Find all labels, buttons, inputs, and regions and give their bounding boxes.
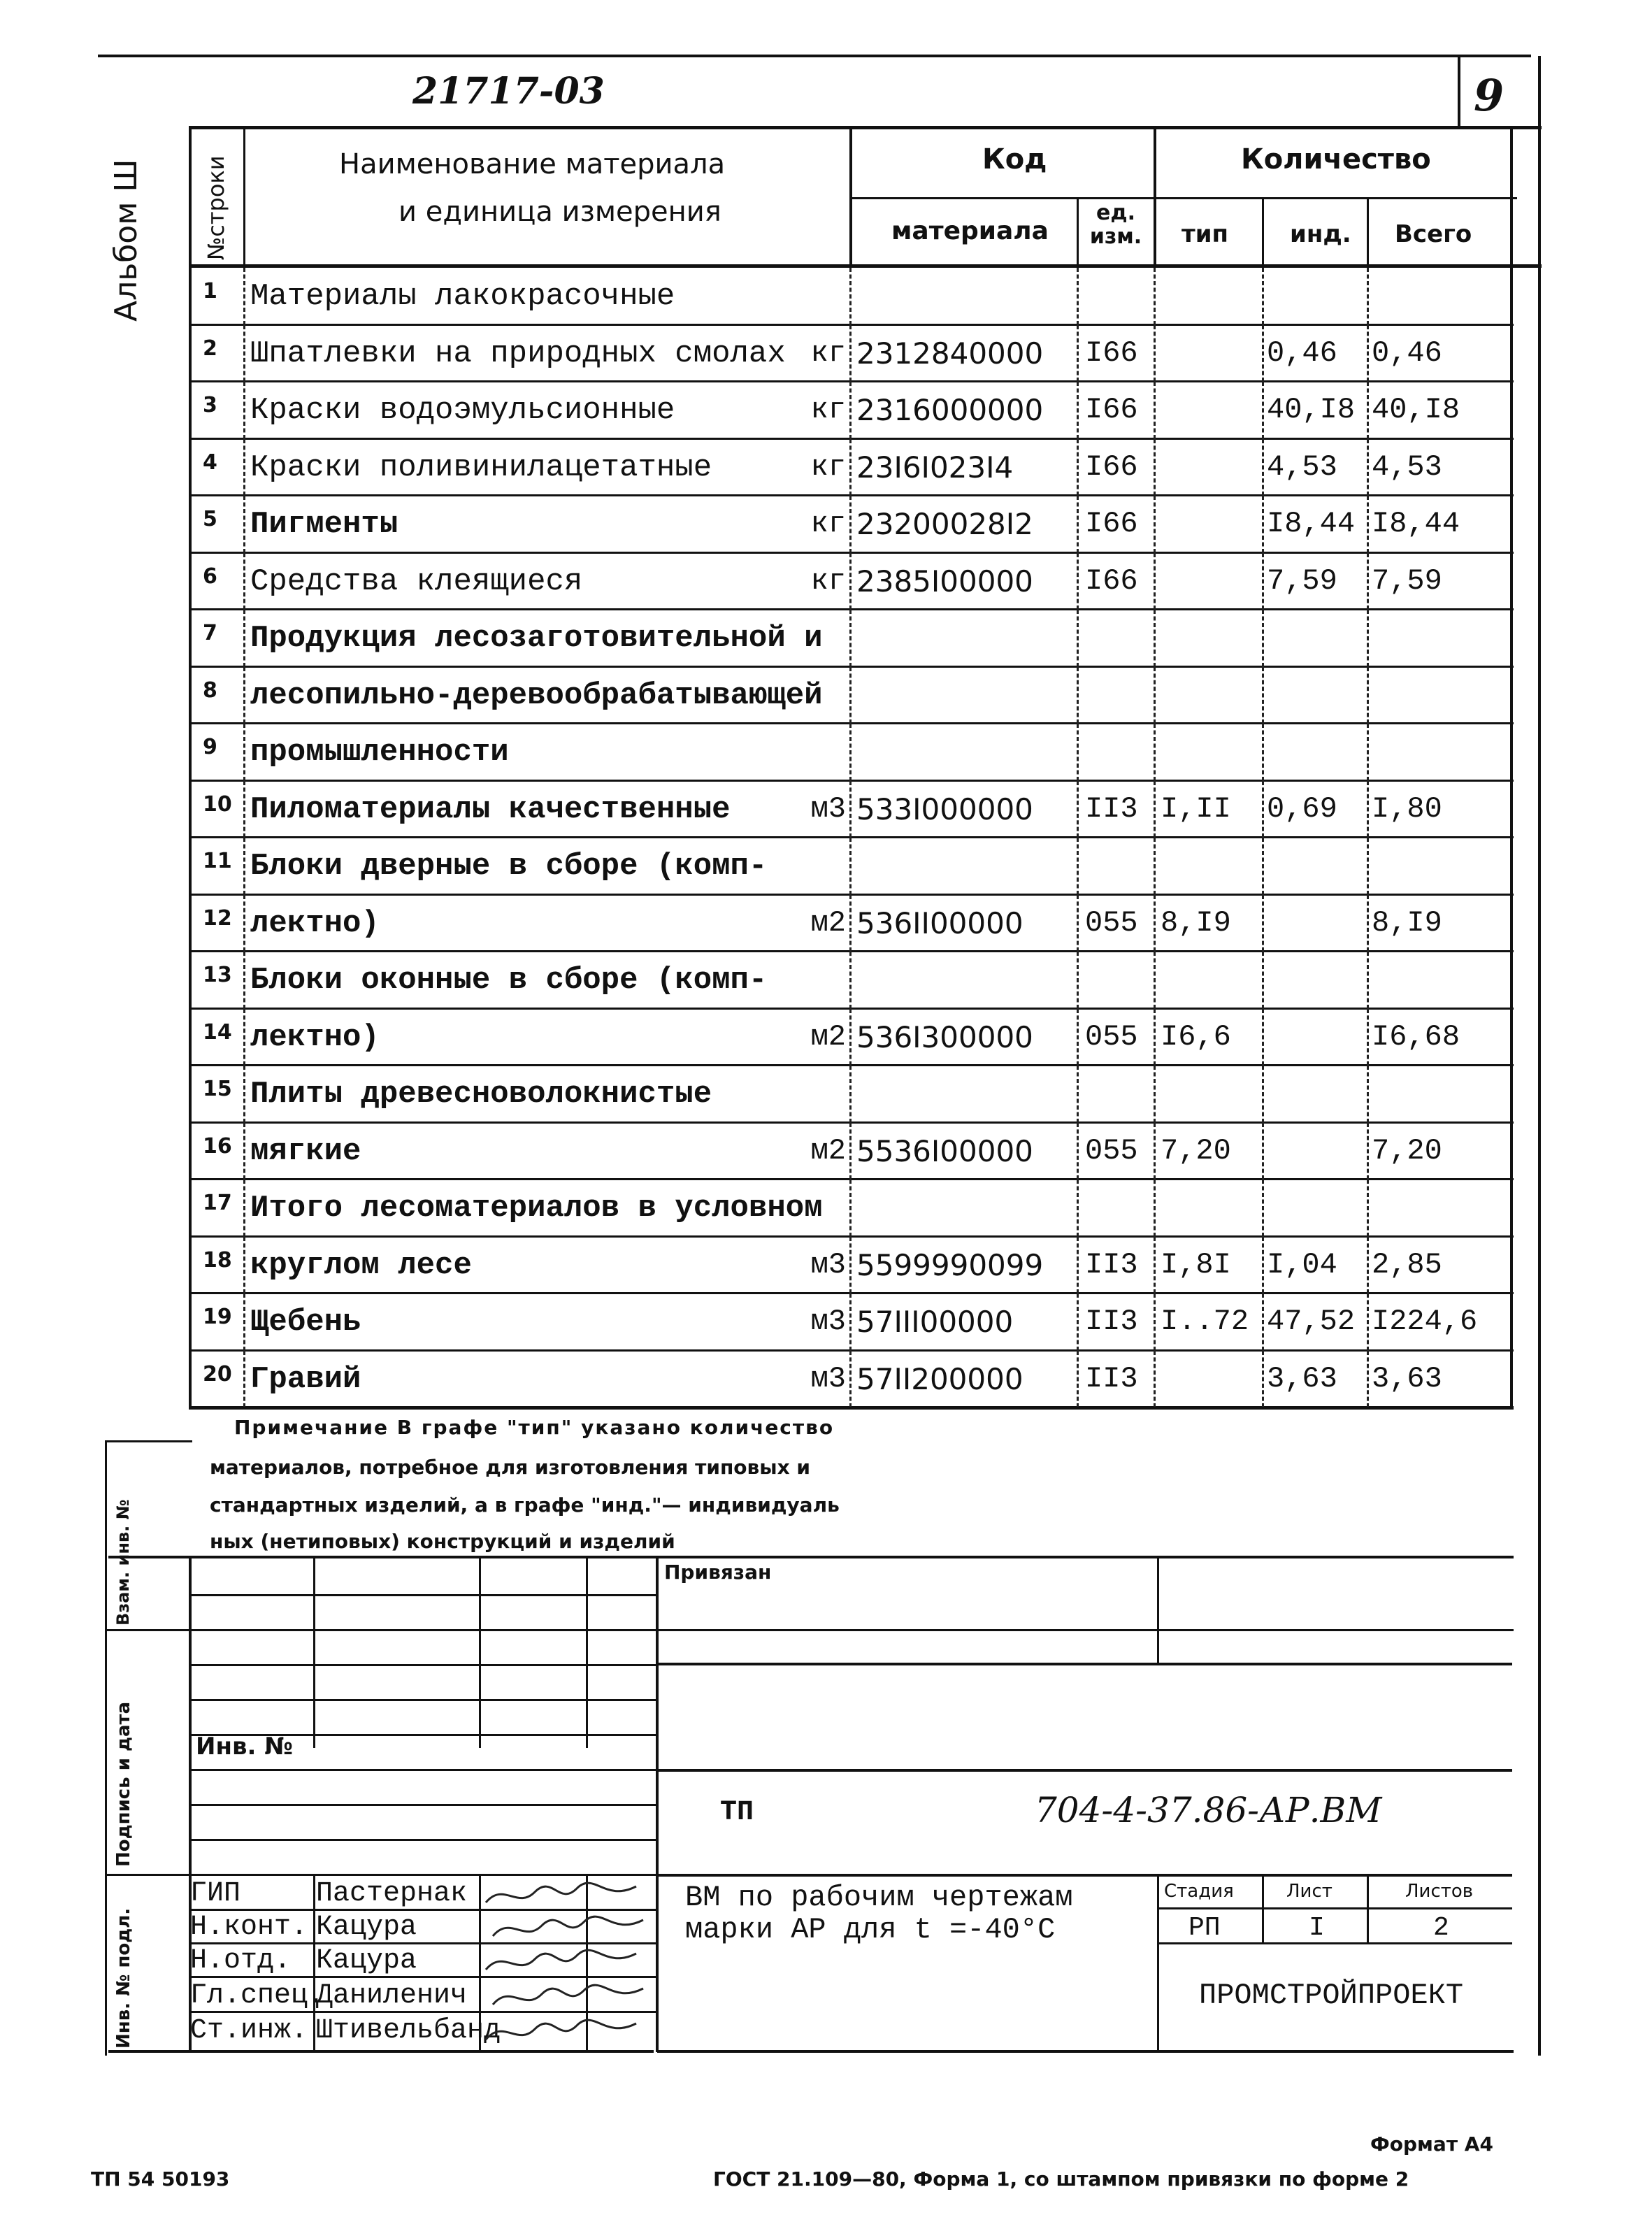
col-code-unit-header: ед. изм. <box>1089 201 1142 249</box>
signer-name: Даниленич <box>316 1980 468 2012</box>
qty-total: I6,68 <box>1372 1019 1460 1054</box>
qty-total: I,80 <box>1372 791 1442 826</box>
col-code-material-header: материала <box>891 217 1049 245</box>
unit: м3 <box>810 1361 846 1396</box>
tp-label: ТП <box>720 1797 754 1828</box>
row-number: 18 <box>203 1247 232 1273</box>
top-rule <box>98 55 1531 57</box>
unit-code: 055 <box>1085 1133 1138 1168</box>
row-number: 2 <box>203 336 217 361</box>
material-name: Блоки дверные в сборе (комп- <box>250 849 768 884</box>
unit-code: II3 <box>1085 791 1138 826</box>
material-name: лектно) <box>250 905 380 941</box>
side-vzam-label: Взам. инв. № <box>113 1499 133 1626</box>
unit-code: 055 <box>1085 905 1138 940</box>
unit: кг <box>810 564 846 598</box>
material-name: лектно) <box>250 1019 380 1055</box>
row-number: 1 <box>203 279 217 303</box>
signature-scribble <box>489 1912 650 1947</box>
qty-total: 4,53 <box>1372 450 1442 484</box>
signature-scribble <box>482 2015 643 2050</box>
unit: кг <box>810 507 846 540</box>
signer-role: Н.отд. <box>190 1945 292 1977</box>
material-name: Материалы лакокрасочные <box>250 279 675 314</box>
material-code: 5599990099 <box>856 1247 1044 1282</box>
material-name: лесопильно-деревообрабатывающей <box>250 678 823 713</box>
unit-code: II3 <box>1085 1305 1138 1338</box>
qty-total: 7,20 <box>1372 1133 1442 1168</box>
material-name: Щебень <box>250 1305 361 1340</box>
qty-total: 0,46 <box>1372 336 1442 370</box>
unit-code: II3 <box>1085 1361 1138 1396</box>
col-qty-type-header: тип <box>1181 220 1229 248</box>
row-number: 10 <box>203 791 232 817</box>
unit: м3 <box>810 1247 846 1282</box>
material-code: 536I300000 <box>856 1019 1033 1054</box>
qty-ind: 0,46 <box>1267 336 1337 370</box>
qty-total: I224,6 <box>1372 1305 1478 1338</box>
note-line-2: материалов, потребное для изготовления типовых и <box>210 1456 810 1479</box>
row-number: 11 <box>203 849 232 873</box>
signer-role: ГИП <box>190 1878 241 1909</box>
unit-code: I66 <box>1085 393 1138 427</box>
gost-note: ГОСТ 21.109—80, Форма 1, со штампом привязки по форме 2 <box>713 2167 1409 2191</box>
inv-no-label: Инв. № <box>196 1733 294 1761</box>
material-name: Шпатлевки на природных смолах <box>250 336 786 371</box>
material-name: промышленности <box>250 735 509 770</box>
material-code: 5536I00000 <box>856 1133 1033 1168</box>
unit: кг <box>810 393 846 427</box>
material-name: Краски поливинилацетатные <box>250 450 712 485</box>
row-number: 7 <box>203 621 217 645</box>
unit: м3 <box>810 1305 846 1338</box>
sheet-value: I <box>1309 1913 1325 1943</box>
material-name: Пигменты <box>250 507 398 542</box>
project-code: 704-4-37.86-АР.ВМ <box>1035 1790 1382 1830</box>
material-code: 2385I00000 <box>856 564 1033 599</box>
material-name: Гравий <box>250 1361 361 1397</box>
material-name: круглом лесе <box>250 1247 472 1283</box>
material-name: Продукция лесозаготовительной и <box>250 621 823 656</box>
row-number: 19 <box>203 1305 232 1329</box>
material-name: Плиты древесноволокнистые <box>250 1077 712 1112</box>
unit-code: I66 <box>1085 450 1138 484</box>
qty-ind: 7,59 <box>1267 564 1337 598</box>
material-code: 536II00000 <box>856 905 1023 940</box>
unit-code: 055 <box>1085 1019 1138 1054</box>
row-number: 5 <box>203 507 217 531</box>
sheet-box-left <box>1458 56 1460 126</box>
row-number: 9 <box>203 735 217 759</box>
sheet-box-right <box>1538 56 1541 2056</box>
unit: кг <box>810 450 846 484</box>
row-number: 16 <box>203 1133 232 1159</box>
note-line-4: ных (нетиповых) конструкций и изделий <box>210 1530 675 1553</box>
material-name: Пиломатериалы качественные <box>250 791 731 827</box>
row-number: 3 <box>203 393 217 417</box>
col-qty-ind-header: инд. <box>1290 220 1351 248</box>
qty-ind: 4,53 <box>1267 450 1337 484</box>
qty-ind: 47,52 <box>1267 1305 1356 1338</box>
organization: ПРОМСТРОЙПРОЕКТ <box>1199 1979 1464 2012</box>
qty-total: 3,63 <box>1372 1361 1442 1396</box>
unit: м2 <box>810 1133 846 1168</box>
material-code: 57III00000 <box>856 1305 1014 1339</box>
qty-total: 8,I9 <box>1372 905 1442 940</box>
col-qty-total-header: Всего <box>1395 220 1472 248</box>
material-name: Средства клеящиеся <box>250 564 583 599</box>
signature-scribble <box>482 1945 643 1980</box>
qty-type: I6,6 <box>1161 1019 1231 1054</box>
row-number: 14 <box>203 1019 232 1045</box>
signer-role: Ст.инж. <box>190 2015 308 2047</box>
qty-ind: I,04 <box>1267 1247 1337 1282</box>
qty-type: I..72 <box>1161 1305 1249 1338</box>
note-line-3: стандартных изделий, а в графе "инд."— индивидуаль <box>210 1493 840 1517</box>
row-number: 15 <box>203 1077 232 1101</box>
footer-left-code: ТП 54 50193 <box>91 2167 230 2191</box>
row-number: 17 <box>203 1191 232 1215</box>
qty-ind: 0,69 <box>1267 791 1337 826</box>
qty-total: 7,59 <box>1372 564 1442 598</box>
qty-ind: 40,I8 <box>1267 393 1356 427</box>
qty-total: I8,44 <box>1372 507 1460 540</box>
qty-ind: I8,44 <box>1267 507 1356 540</box>
unit-code: I66 <box>1085 564 1138 598</box>
format-label: Формат А4 <box>1370 2133 1493 2156</box>
sheet-number: 9 <box>1474 70 1504 121</box>
signature-scribble <box>482 1878 643 1913</box>
material-name: Краски водоэмульсионные <box>250 393 675 428</box>
unit: кг <box>810 336 846 370</box>
unit: м2 <box>810 905 846 940</box>
unit-code: II3 <box>1085 1247 1138 1282</box>
material-code: 2312840000 <box>856 336 1044 371</box>
stage-value: РП <box>1188 1913 1221 1943</box>
qty-total: 2,85 <box>1372 1247 1442 1282</box>
note-line-1: Примечание В графе "тип" указано количество <box>234 1416 835 1439</box>
signer-name: Пастернак <box>316 1878 468 1909</box>
signer-name: Кацура <box>316 1945 417 1977</box>
row-number: 13 <box>203 963 232 987</box>
side-podpis-label: Подпись и дата <box>113 1701 134 1867</box>
row-number: 4 <box>203 450 217 475</box>
row-number: 12 <box>203 905 232 931</box>
col-name-header-1: Наименование материала <box>339 148 726 180</box>
material-code: 2316000000 <box>856 393 1044 427</box>
material-name: Итого лесоматериалов в условном <box>250 1191 823 1226</box>
album-label: Альбом Ш <box>108 159 144 322</box>
col-qty-header: Количество <box>1241 143 1431 175</box>
unit: м2 <box>810 1019 846 1054</box>
unit: м3 <box>810 791 846 826</box>
signer-role: Н.конт. <box>190 1912 308 1943</box>
unit-code: I66 <box>1085 507 1138 540</box>
unit-code: I66 <box>1085 336 1138 370</box>
row-number: 6 <box>203 564 217 589</box>
sheets-value: 2 <box>1433 1913 1449 1943</box>
stage-label: Стадия <box>1164 1881 1234 1902</box>
material-code: 23I6I023I4 <box>856 450 1014 485</box>
signature-scribble <box>489 1980 650 2015</box>
col-code-header: Код <box>982 143 1047 175</box>
qty-type: 7,20 <box>1161 1133 1231 1168</box>
sheets-label: Листов <box>1405 1881 1474 1902</box>
material-name: Блоки оконные в сборе (комп- <box>250 963 768 998</box>
doc-title-line-2: марки АР для t =-40°С <box>685 1913 1056 1947</box>
qty-type: 8,I9 <box>1161 905 1231 940</box>
doc-title-line-1: ВМ по рабочим чертежам <box>685 1881 1073 1914</box>
signer-role: Гл.спец. <box>190 1980 325 2012</box>
signer-name: Штивельбанд <box>316 2015 501 2047</box>
material-code: 57II200000 <box>856 1361 1023 1396</box>
col-row-no-header: №строки <box>203 155 229 260</box>
doc-number: 21717-03 <box>412 70 605 113</box>
row-number: 20 <box>203 1361 232 1386</box>
qty-type: I,II <box>1161 791 1231 826</box>
material-name: мягкие <box>250 1133 361 1169</box>
material-code: 23200028I2 <box>856 507 1033 541</box>
row-number: 8 <box>203 678 217 703</box>
col-name-header-2: и единица измерения <box>398 196 721 228</box>
privyazan-label: Привязан <box>664 1561 772 1584</box>
signer-name: Кацура <box>316 1912 417 1943</box>
qty-ind: 3,63 <box>1267 1361 1337 1396</box>
qty-type: I,8I <box>1161 1247 1231 1282</box>
side-inv-podl-label: Инв. № подл. <box>113 1907 134 2049</box>
material-code: 533I000000 <box>856 791 1033 826</box>
sheet-label: Лист <box>1286 1881 1333 1902</box>
qty-total: 40,I8 <box>1372 393 1460 427</box>
